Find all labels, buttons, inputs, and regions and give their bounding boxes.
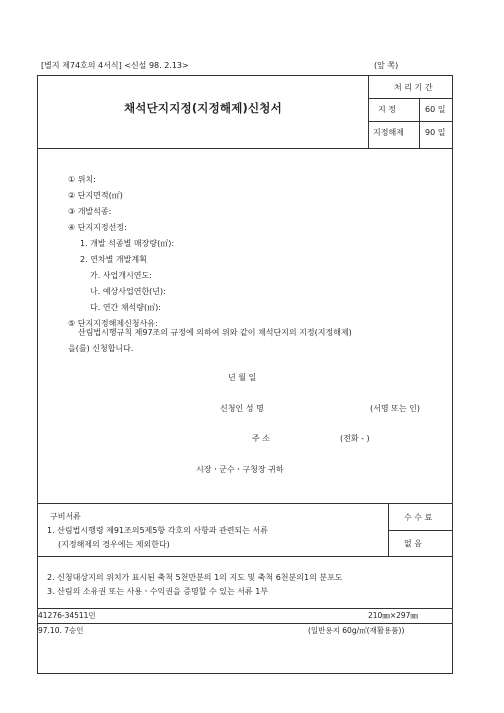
item-stone-type: ③ 개발석종:	[68, 207, 112, 216]
document-item-1-note: (지정해제의 경우에는 제외한다)	[58, 540, 170, 549]
date-line: 년 월 일	[228, 373, 257, 382]
statement-line-2: 을(를) 신청합니다.	[68, 344, 134, 353]
documents-heading: 구비서류	[50, 512, 81, 521]
item-release-reason: ⑤ 단지지정해제신청사유:	[68, 319, 158, 328]
processing-row-line	[368, 98, 453, 99]
page-side-label: (앞 쪽)	[374, 61, 399, 70]
item-start-year: 가. 사업개시연도:	[90, 271, 152, 280]
document-item-2: 2. 신청대상지의 위치가 표시된 축척 5천만분의 1의 지도 및 축척 6천분의1의 분포도	[47, 573, 343, 582]
item-reserves: 1. 개발 석종별 매장량(㎥):	[80, 239, 175, 248]
applicant-signature: (서명 또는 인)	[370, 404, 420, 413]
processing-col-line	[419, 98, 420, 148]
item-area: ② 단지면적(㎡)	[68, 191, 123, 200]
processing-row-line	[368, 121, 453, 122]
footer-code: 41276-34511민	[38, 611, 96, 620]
statement-line-1: 산림법시행규칙 제97조의 규정에 의하여 위와 같이 채석단지의 지정(지정해제)	[78, 328, 352, 337]
addressee: 시장ㆍ군수ㆍ구청장 귀하	[196, 465, 284, 474]
document-item-1: 1. 산림법시행령 제91조의5제5항 각호의 사항과 관련되는 서류	[47, 526, 268, 535]
item-yearly-plan: 2. 연차별 개발계획	[80, 255, 147, 264]
form-number: [별지 제74호의 4서식] <신설 98. 2.13>	[41, 61, 189, 70]
document-item-3: 3. 산림의 소유권 또는 사용ㆍ수익권을 증명할 수 있는 서류 1부	[47, 587, 269, 596]
footer-mid-line	[37, 623, 453, 624]
item-location: ① 위치:	[68, 175, 96, 184]
fee-value: 없 음	[404, 539, 422, 548]
processing-value-release: 90 일	[425, 128, 446, 137]
item-annual-quarry: 다. 연간 채석량(㎥):	[90, 303, 161, 312]
title-divider	[37, 148, 453, 149]
item-selection: ④ 단지지정선정:	[68, 223, 127, 232]
footer-paper: (일반용지 60g/㎡(재활용품))	[308, 626, 405, 635]
applicant-name-label: 신청인 성 명	[220, 404, 264, 413]
item-duration: 나. 예상사업연한(년):	[90, 287, 166, 296]
processing-value-designate: 60 일	[425, 105, 446, 114]
processing-label-release: 지정해제	[373, 128, 404, 137]
footer-size: 210㎜×297㎜	[368, 611, 418, 620]
fee-heading: 수 수 료	[404, 513, 433, 522]
form-title: 채석단지지정(지정해제)신청서	[124, 101, 282, 115]
processing-heading: 처 리 기 간	[394, 83, 433, 92]
fee-row-line	[388, 530, 453, 531]
processing-label-designate: 지 정	[378, 105, 396, 114]
applicant-phone: (전화 - )	[340, 434, 370, 443]
documents-mid-line	[37, 556, 453, 557]
footer-approval: 97.10. 7승인	[38, 626, 84, 635]
documents-top-line	[37, 503, 453, 504]
applicant-address-label: 주 소	[252, 434, 270, 443]
processing-box-divider	[368, 75, 369, 148]
footer-top-line	[37, 608, 453, 609]
